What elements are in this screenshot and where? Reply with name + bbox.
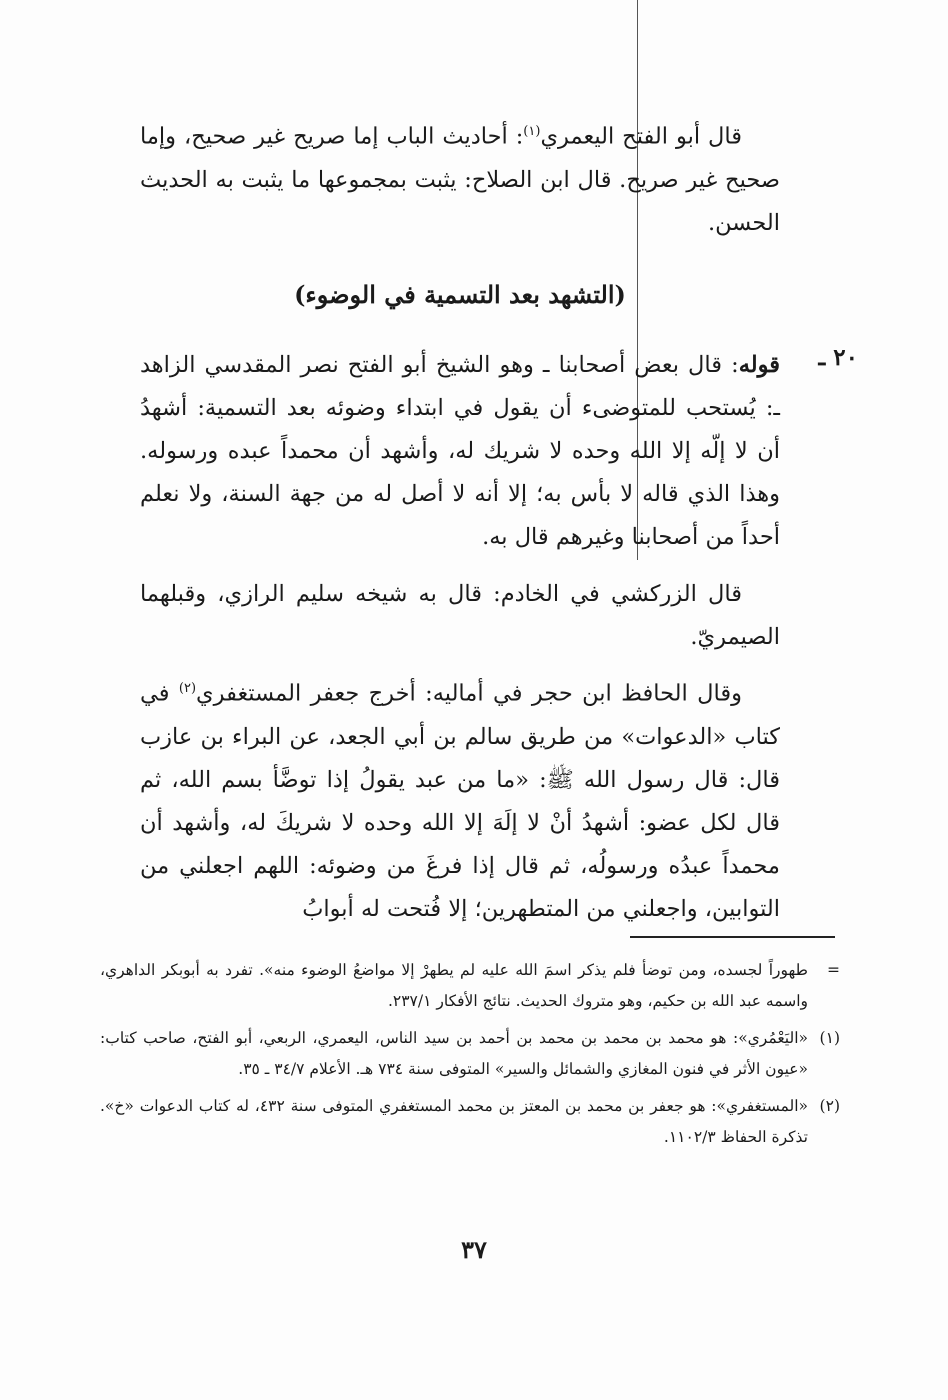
footnote-continuation — [100, 955, 840, 1017]
page-number: ٣٧ — [461, 1235, 487, 1264]
footnote-1 — [100, 1023, 840, 1085]
para4-start: وقال الحافظ ابن حجر في أماليه: أخرج جعفر المستغفري — [196, 680, 742, 707]
footnote-cont-text: طهوراً لجسده، ومن توضأ فلم يذكر اسمَ الله عليه لم يطهرْ إلا مواضعُ الوضوء منه». تفرد به أبوبكر الداهري، واسمه عبد الله بن حكيم، وهو متروك الحديث. نتائج الأفكار ٢٣٧/١. — [100, 961, 808, 1010]
footnote-1-text: «اليَعْمُري»: هو محمد بن محمد بن محمد بن أحمد بن سيد الناس، اليعمري، الربعي، أبو الفتح، صاحب كتاب: «عيون الأثر في فنون المغازي والشمائل والسير» المتوفى سنة ٧٣٤ هـ. الأعلام ٣٤/٧ ـ ٣٥. — [100, 1029, 808, 1078]
para1-rest: : أحاديث الباب إما صريح غير صحيح، وإما صحيح غير صريح. قال ابن الصلاح: يثبت بمجموعها ما يثبت به الحديث الحسن. — [140, 123, 780, 236]
para3-text: قال الزركشي في الخادم: قال به شيخه سليم الرازي، وقبلهما الصيمريّ. — [140, 581, 780, 650]
footnote-2-mark: (٢) — [819, 1097, 840, 1115]
item-text — [140, 344, 780, 559]
item-number: ٢٠ ـ — [818, 344, 858, 371]
para4-rest: في كتاب «الدعوات» من طريق سالم بن أبي الجعد، عن البراء بن عازب قال: قال رسول الله ﷺ: «ما من عبد يقولُ إذا توضَّأ بسم الله، ثم قال لكل عضو: أشهدُ أنْ لا إلَهَ إلا الله وحده لا شريكَ له، وأشهد أن محمداً عبدُه ورسولُه، ثم قال إذا فرغَ من وضوئه: اللهم اجعلني من التوابين، واجعلني من المتطهرين؛ إلا فُتحت له أبوابُ — [140, 680, 780, 922]
para4-text — [140, 667, 780, 931]
paragraph-item-20 — [140, 344, 780, 559]
footnote-2 — [100, 1091, 840, 1153]
paragraph-text — [140, 110, 780, 245]
item-body: : قال بعض أصحابنا ـ وهو الشيخ أبو الفتح نصر المقدسي الزاهد ـ: يُستحب للمتوضىء أن يقول في ابتداء وضوئه بعد التسمية: أشهدُ أن لا إلّه إلا الله وحده لا شريك له، وأشهد أن محمداً عبده ورسوله. وهذا الذي قاله لا بأس به؛ إلا أنه لا أصل له من جهة السنة، ولا نعلم أحداً من أصحابنا وغيرهم قال به. — [140, 352, 780, 550]
paragraph-yamuri — [140, 110, 780, 245]
footnote-2-text: «المستغفري»: هو جعفر بن محمد بن المعتز بن محمد المستغفري المتوفى سنة ٤٣٢، له كتاب الدعوات «خ». تذكرة الحفاظ ١١٠٢/٣. — [100, 1097, 808, 1146]
item-lead: قوله — [738, 352, 780, 378]
footnote-ref-2[interactable]: (٢) — [178, 681, 197, 696]
section-heading: (التشهد بعد التسمية في الوضوء) — [294, 280, 626, 309]
footnote-divider — [630, 936, 835, 938]
paragraph-ibn-hajar — [140, 667, 780, 931]
footnote-ref-1[interactable]: (١) — [523, 124, 541, 139]
para1-text: قال أبو الفتح اليعمري — [540, 123, 742, 150]
paragraph-zarkashi — [140, 573, 780, 659]
footnote-cont-mark: = — [827, 961, 840, 979]
footnotes — [100, 955, 840, 1159]
footnote-1-mark: (١) — [819, 1029, 840, 1047]
